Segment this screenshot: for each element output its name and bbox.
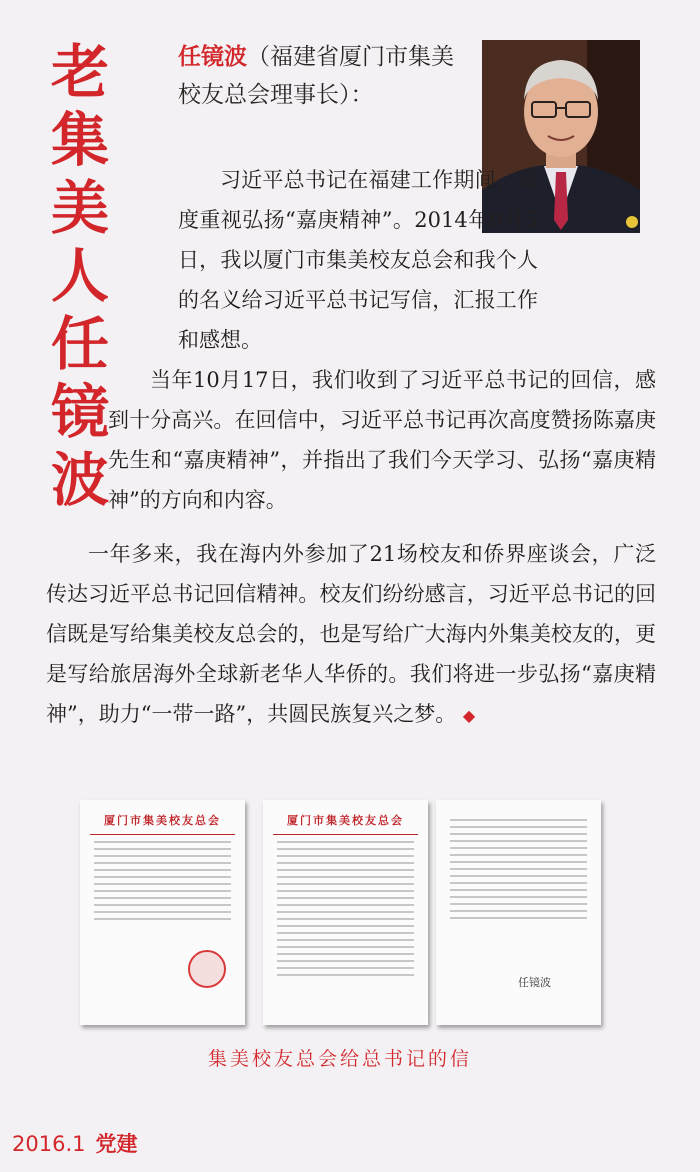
byline — [178, 38, 468, 114]
paragraph: 习近平总书记在福建工作期间，高度重视弘扬“嘉庚精神”。2014年9月5日，我以厦门市集美校友总会和我个人的名义给习近平总书记写信，汇报工作和感想。 — [178, 168, 538, 352]
paragraph — [46, 534, 656, 736]
paragraph: 当年10月17日，我们收到了习近平总书记的回信，感到十分高兴。在回信中，习近平总书记再次高度赞扬陈嘉庚先生和“嘉庚精神”，并指出了我们今天学习、弘扬“嘉庚精神”的方向和内容。 — [108, 368, 656, 512]
title-char: 任 — [50, 310, 109, 378]
letter-page — [436, 800, 601, 1025]
author-name: 任镜波 — [178, 44, 247, 70]
article-body — [108, 160, 656, 520]
letter-page — [263, 800, 428, 1025]
title-char: 人 — [50, 242, 109, 310]
letterhead: 厦门市集美校友总会 — [287, 814, 404, 827]
signature: 任镜波 — [518, 976, 551, 989]
page-footer — [12, 1128, 137, 1158]
article-body-continued — [46, 534, 656, 736]
letter-page — [80, 800, 245, 1025]
seal-stamp — [188, 950, 226, 988]
title-char: 镜 — [50, 378, 109, 446]
letterhead: 厦门市集美校友总会 — [104, 814, 221, 827]
figure-caption: 集美校友总会给总书记的信 — [207, 1048, 472, 1070]
title-char: 集 — [50, 106, 109, 174]
title-char: 美 — [50, 174, 109, 242]
title-char: 波 — [50, 446, 109, 514]
title-char: 老 — [50, 38, 109, 106]
paragraph-text: 一年多来，我在海内外参加了21场校友和侨界座谈会，广泛传达习近平总书记回信精神。校友们纷纷感言，习近平总书记的回信既是写给集美校友总会的，也是写给广大海内外集美校友的，更是写给旅居海外全球新老华人华侨的。我们将进一步弘扬“嘉庚精神”，助力“一带一路”，共圆民族复兴之梦。 — [46, 542, 656, 726]
letterhead-rule — [90, 834, 235, 835]
end-mark: ◆ — [462, 706, 476, 725]
issue-number: 2016.1 — [12, 1132, 86, 1156]
letter-images — [80, 800, 600, 1028]
author-affiliation: （福建省厦门市集美校友总会理事长）： — [178, 44, 454, 108]
magazine-name: 党建 — [95, 1132, 138, 1156]
letterhead-rule — [273, 834, 418, 835]
